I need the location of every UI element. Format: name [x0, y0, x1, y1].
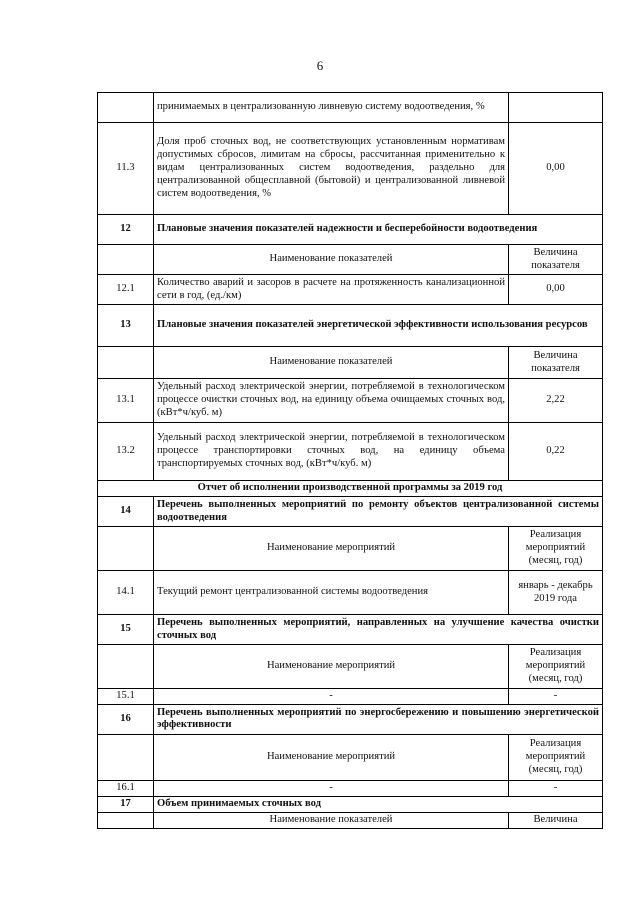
- indicator-text: Доля проб сточных вод, не соответствующих установленным нормативам допустимых сбросов, лимитам на сбросы, рассчитанная применительно к видам централизованных систем водоотведения, раздельно для централизованной общесплавной (бытовой) и централизованной ливневой систем водоотведения, %: [154, 123, 509, 215]
- column-header-name: Наименование показателей: [154, 245, 509, 275]
- header-empty-cell: [98, 734, 154, 780]
- column-header-value: Реализация мероприятий (месяц, год): [509, 645, 603, 689]
- table-row: [98, 93, 603, 123]
- header-empty-cell: [98, 812, 154, 828]
- column-header-name: Наименование показателей: [154, 347, 509, 379]
- section-title: Объем принимаемых сточных вод: [154, 796, 603, 812]
- indicator-text: Количество аварий и засоров в расчете на протяженность канализационной сети в год, (ед./км): [154, 275, 509, 305]
- table-row: [98, 275, 603, 305]
- column-header-name: Наименование мероприятий: [154, 527, 509, 571]
- header-row: [98, 645, 603, 689]
- report-title: Отчет об исполнении производственной программы за 2019 год: [98, 481, 603, 497]
- header-empty-cell: [98, 347, 154, 379]
- header-empty-cell: [98, 245, 154, 275]
- header-empty-cell: [98, 645, 154, 689]
- table-row: [98, 379, 603, 423]
- activity-period: -: [509, 780, 603, 796]
- indicator-value: 0,22: [509, 423, 603, 481]
- section-title: Перечень выполненных мероприятий по энергосбережению и повышению энергетической эффективности: [154, 704, 603, 734]
- section-row: [98, 796, 603, 812]
- row-number: 11.3: [98, 123, 154, 215]
- row-number: 12.1: [98, 275, 154, 305]
- activity-text: -: [154, 780, 509, 796]
- section-row: [98, 497, 603, 527]
- table-row: [98, 780, 603, 796]
- section-number: 14: [98, 497, 154, 527]
- row-number: 13.1: [98, 379, 154, 423]
- activity-period: январь - декабрь 2019 года: [509, 571, 603, 615]
- column-header-name: Наименование показателей: [154, 812, 509, 828]
- column-header-value: Величина показателя: [509, 245, 603, 275]
- column-header-value: Реализация мероприятий (месяц, год): [509, 734, 603, 780]
- activity-text: Текущий ремонт централизованной системы водоотведения: [154, 571, 509, 615]
- value-cell: [509, 93, 603, 123]
- indicator-value: 0,00: [509, 275, 603, 305]
- section-number: 13: [98, 305, 154, 347]
- indicator-text: принимаемых в централизованную ливневую систему водоотведения, %: [154, 93, 509, 123]
- page-number: 6: [316, 58, 324, 73]
- header-empty-cell: [98, 527, 154, 571]
- activity-period: -: [509, 689, 603, 705]
- header-row: [98, 812, 603, 828]
- section-title: Плановые значения показателей надежности и бесперебойности водоотведения: [154, 215, 603, 245]
- column-header-value: Величина показателя: [509, 347, 603, 379]
- column-header-value: Реализация мероприятий (месяц, год): [509, 527, 603, 571]
- indicator-text: Удельный расход электрической энергии, потребляемой в технологическом процессе транспортировки сточных вод, на единицу объема транспортируемых сточных вод, (кВт*ч/куб. м): [154, 423, 509, 481]
- column-header-value: Величина: [509, 812, 603, 828]
- row-number: 16.1: [98, 780, 154, 796]
- section-row: [98, 704, 603, 734]
- column-header-name: Наименование мероприятий: [154, 734, 509, 780]
- section-title: Перечень выполненных мероприятий по ремонту объектов централизованной системы водоотведения: [154, 497, 603, 527]
- section-row: [98, 615, 603, 645]
- row-number: 13.2: [98, 423, 154, 481]
- row-number: 15.1: [98, 689, 154, 705]
- section-title: Плановые значения показателей энергетической эффективности использования ресурсов: [154, 305, 603, 347]
- activity-text: -: [154, 689, 509, 705]
- section-row: [98, 305, 603, 347]
- indicator-value: 2,22: [509, 379, 603, 423]
- section-row: [98, 215, 603, 245]
- indicator-value: 0,00: [509, 123, 603, 215]
- section-number: 12: [98, 215, 154, 245]
- table-row: [98, 123, 603, 215]
- section-number: 17: [98, 796, 154, 812]
- column-header-name: Наименование мероприятий: [154, 645, 509, 689]
- indicator-text: Удельный расход электрической энергии, потребляемой в технологическом процессе очистки сточных вод, на единицу объема очищаемых сточных вод, (кВт*ч/куб. м): [154, 379, 509, 423]
- section-number: 15: [98, 615, 154, 645]
- table-row: [98, 571, 603, 615]
- header-row: [98, 245, 603, 275]
- header-row: [98, 527, 603, 571]
- document-table: [97, 92, 603, 829]
- section-number: 16: [98, 704, 154, 734]
- report-title-row: [98, 481, 603, 497]
- table-row: [98, 423, 603, 481]
- header-row: [98, 347, 603, 379]
- table-row: [98, 689, 603, 705]
- row-number-cell: [98, 93, 154, 123]
- section-title: Перечень выполненных мероприятий, направленных на улучшение качества очистки сточных вод: [154, 615, 603, 645]
- row-number: 14.1: [98, 571, 154, 615]
- header-row: [98, 734, 603, 780]
